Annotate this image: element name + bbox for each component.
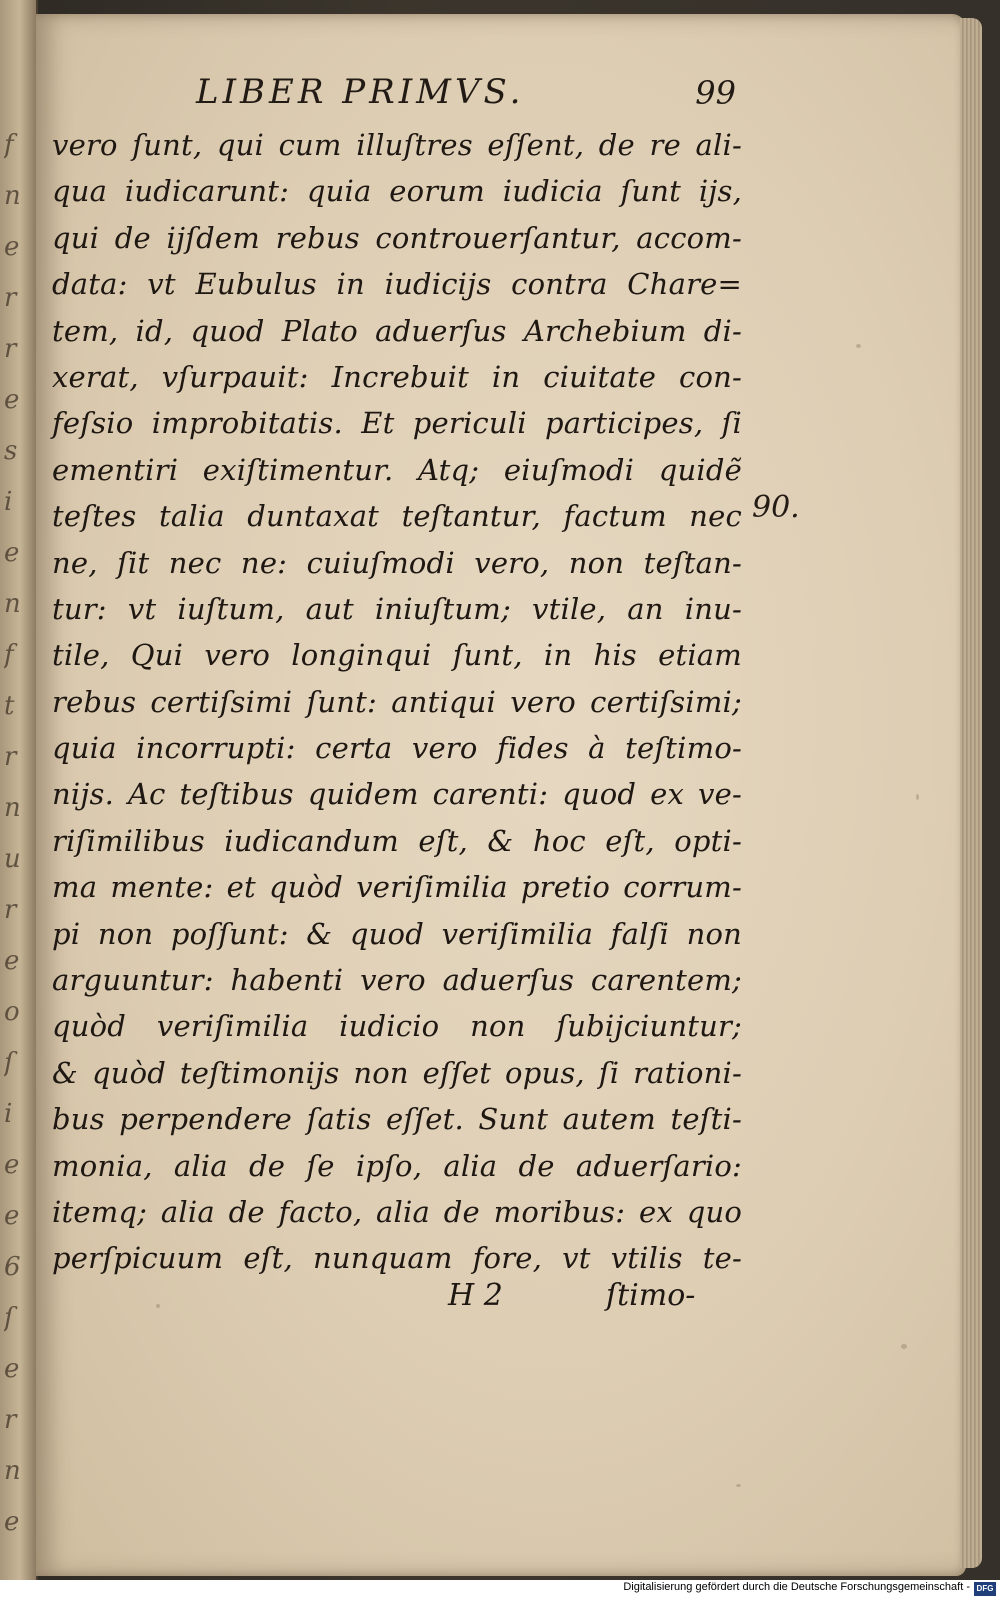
catchword: ſtimo-	[606, 1278, 696, 1313]
text-line: tur: vt iuſtum, aut iniuſtum; vtile, an inu-	[52, 591, 742, 626]
text-line: monia, alia de ſe ipſo, alia de aduerſario:	[52, 1148, 742, 1183]
text-line: tile, Qui vero longinqui ſunt, in his etiam	[52, 638, 742, 673]
running-title: LIBER PRIMVS.	[196, 72, 525, 112]
text-line: perſpicuum eſt, nunquam fore, vt vtilis te-	[52, 1241, 742, 1276]
page-header	[196, 72, 756, 116]
text-line: xerat, vſurpauit: Increbuit in ciuitate con-	[52, 359, 742, 394]
previous-page-fragments: f n e r r e s i e n f t r n u r e o ſ i e e 6 ſ e r n e	[4, 130, 21, 1537]
text-line: ementiri exiſtimentur. Atq; eiuſmodi quidẽ	[52, 452, 742, 487]
text-line: tem, id, quod Plato aduerſus Archebium di-	[52, 313, 742, 348]
text-line: itemq; alia de facto, alia de moribus: ex quo	[52, 1194, 742, 1229]
marginal-note: 90.	[752, 490, 800, 525]
text-line: teſtes talia duntaxat teſtantur, factum nec	[52, 499, 742, 534]
text-line: riſimilibus iudicandum eſt, & hoc eſt, opti-	[52, 823, 742, 858]
dfg-logo-icon: DFG	[974, 1582, 996, 1596]
text-line: rebus certiſsimi ſunt: antiqui vero certiſsimi;	[52, 684, 742, 719]
text-line: bus perpendere ſatis eſſet. Sunt autem teſti-	[52, 1102, 742, 1137]
text-line: & quòd teſtimoniјs non eſſet opus, ſi rationi-	[52, 1055, 742, 1090]
text-line: qua iudicarunt: quia eorum iudicia ſunt iјs,	[52, 174, 742, 209]
main-text-block	[52, 122, 742, 1282]
text-line: quia incorrupti: certa vero fides à teſtimo-	[52, 731, 742, 766]
text-line: pi non poſſunt: & quod veriſimilia falſi non	[52, 916, 742, 951]
text-line: niјs. Ac teſtibus quidem carenti: quod ex ve-	[52, 777, 742, 812]
text-line: quòd veriſimilia iudicio non ſubiјciuntur;	[52, 1009, 742, 1044]
text-line: qui de iјſdem rebus controuerſantur, accom-	[52, 220, 742, 255]
signature-mark: H 2	[448, 1278, 503, 1313]
text-line: feſsio improbitatis. Et periculi participes, ſi	[52, 406, 742, 441]
digitization-credit: Digitalisierung gefördert durch die Deutsche Forschungsgemeinschaft -	[623, 1581, 970, 1593]
page-number: 99	[695, 74, 736, 112]
text-line: ne, ſit nec ne: cuiuſmodi vero, non teſtan-	[52, 545, 742, 580]
page-edges-stack	[960, 18, 982, 1568]
credit-bar	[0, 1580, 1000, 1599]
page-footer	[440, 1278, 740, 1318]
text-line: ma mente: et quòd veriſimilia pretio corrum-	[52, 870, 742, 905]
text-line: arguuntur: habenti vero aduerſus carentem;	[52, 963, 742, 998]
text-line: vero ſunt, qui cum illuſtres eſſent, de re ali-	[52, 128, 742, 162]
text-line: data: vt Eubulus in iudiciјs contra Chare=	[52, 267, 742, 302]
previous-page-edge	[0, 0, 38, 1580]
